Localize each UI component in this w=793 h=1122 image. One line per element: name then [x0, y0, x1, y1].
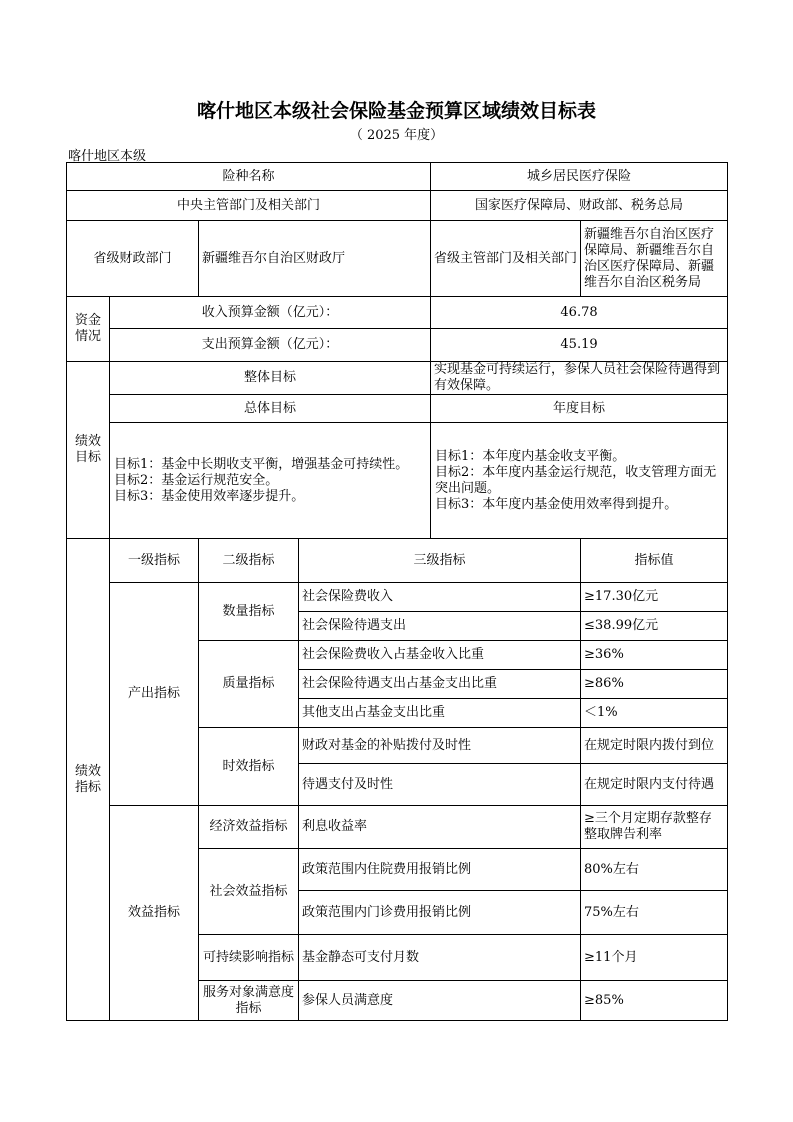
indicator-name: 基金静态可支付月数: [299, 935, 581, 981]
indicator-value: 75%左右: [581, 891, 728, 935]
indicator-value: ＜1%: [581, 699, 728, 728]
indicator-name: 社会保险费收入: [299, 583, 581, 612]
output-indicator-label: 产出指标: [110, 583, 199, 806]
sustainability-indicator-label: 可持续影响指标: [199, 935, 299, 981]
income-label: 收入预算金额（亿元）：: [110, 297, 431, 329]
indicator-value: 在规定时限内支付待遇: [581, 764, 728, 806]
indicator-name: 社会保险待遇支出占基金支出比重: [299, 670, 581, 699]
funds-section-label: 资金情况: [67, 297, 110, 362]
overall-goal-value: 实现基金可持续运行，参保人员社会保险待遇得到有效保障。: [431, 362, 728, 395]
general-goals: [110, 423, 431, 539]
quantity-indicator-label: 数量指标: [199, 583, 299, 641]
general-goal-item: 目标1：基金中长期收支平衡，增强基金可持续性。: [114, 456, 409, 472]
prov-dept-label: 省级主管部门及相关部门: [431, 221, 581, 297]
quality-indicator-label: 质量指标: [199, 641, 299, 728]
year-subtitle: （ 2025 年度）: [349, 128, 444, 143]
indicator-value: ≥11个月: [581, 935, 728, 981]
general-goal-header: 总体目标: [110, 395, 431, 423]
annual-goal-item: 目标2：本年度内基金运行规范，收支管理方面无突出问题。: [435, 464, 717, 496]
indicator-value: ≥85%: [581, 981, 728, 1021]
prov-finance-label: 省级财政部门: [67, 221, 199, 297]
indicator-name: 财政对基金的补贴拨付及时性: [299, 728, 581, 764]
expense-label: 支出预算金额（亿元）：: [110, 329, 431, 362]
indicator-name: 政策范围内门诊费用报销比例: [299, 891, 581, 935]
insurance-type-label: 险种名称: [67, 163, 431, 191]
indicator-name: 社会保险费收入占基金收入比重: [299, 641, 581, 670]
economic-indicator-label: 经济效益指标: [199, 806, 299, 849]
overall-goal-label: 整体目标: [110, 362, 431, 395]
prov-dept-value: 新疆维吾尔自治区医疗保障局、新疆维吾尔自治区医疗保障局、新疆维吾尔自治区税务局: [581, 221, 728, 297]
indicator-name: 参保人员满意度: [299, 981, 581, 1021]
indicator-value: 在规定时限内拨付到位: [581, 728, 728, 764]
indicator-name: 社会保险待遇支出: [299, 612, 581, 641]
annual-goal-item: 目标1：本年度内基金收支平衡。: [435, 448, 626, 464]
general-goal-item: 目标2：基金运行规范安全。: [114, 472, 279, 488]
timeliness-indicator-label: 时效指标: [199, 728, 299, 806]
satisfaction-indicator-label: 服务对象满意度指标: [199, 981, 299, 1021]
page-title: 喀什地区本级社会保险基金预算区域绩效目标表: [196, 100, 596, 122]
indicator-name: 待遇支付及时性: [299, 764, 581, 806]
annual-goal-item: 目标3：本年度内基金使用效率得到提升。: [435, 496, 678, 512]
central-dept-value: 国家医疗保障局、财政部、税务总局: [431, 191, 728, 221]
central-dept-label: 中央主管部门及相关部门: [67, 191, 431, 221]
indicator-name: 其他支出占基金支出比重: [299, 699, 581, 728]
col-level1-header: 一级指标: [110, 539, 199, 583]
indicator-value: 80%左右: [581, 849, 728, 891]
indicator-value: ≤38.99亿元: [581, 612, 728, 641]
annual-goals: [431, 423, 728, 539]
indicator-value: ≥三个月定期存款整存整取牌告利率: [581, 806, 728, 849]
indicator-name: 利息收益率: [299, 806, 581, 849]
expense-value: 45.19: [431, 329, 728, 362]
benefit-indicator-label: 效益指标: [110, 806, 199, 1021]
indicator-name: 政策范围内住院费用报销比例: [299, 849, 581, 891]
general-goal-item: 目标3：基金使用效率逐步提升。: [114, 488, 305, 504]
social-indicator-label: 社会效益指标: [199, 849, 299, 935]
indicators-section-label: 绩效指标: [67, 539, 110, 1021]
unit-label: 喀什地区本级: [68, 149, 147, 164]
annual-goal-header: 年度目标: [431, 395, 728, 423]
goals-section-label: 绩效目标: [67, 362, 110, 539]
performance-table: [66, 162, 728, 1021]
indicator-value: ≥17.30亿元: [581, 583, 728, 612]
col-level3-header: 三级指标: [299, 539, 581, 583]
col-value-header: 指标值: [581, 539, 728, 583]
income-value: 46.78: [431, 297, 728, 329]
insurance-type-value: 城乡居民医疗保险: [431, 163, 728, 191]
indicator-value: ≥86%: [581, 670, 728, 699]
prov-finance-value: 新疆维吾尔自治区财政厅: [199, 221, 431, 297]
indicator-value: ≥36%: [581, 641, 728, 670]
col-level2-header: 二级指标: [199, 539, 299, 583]
